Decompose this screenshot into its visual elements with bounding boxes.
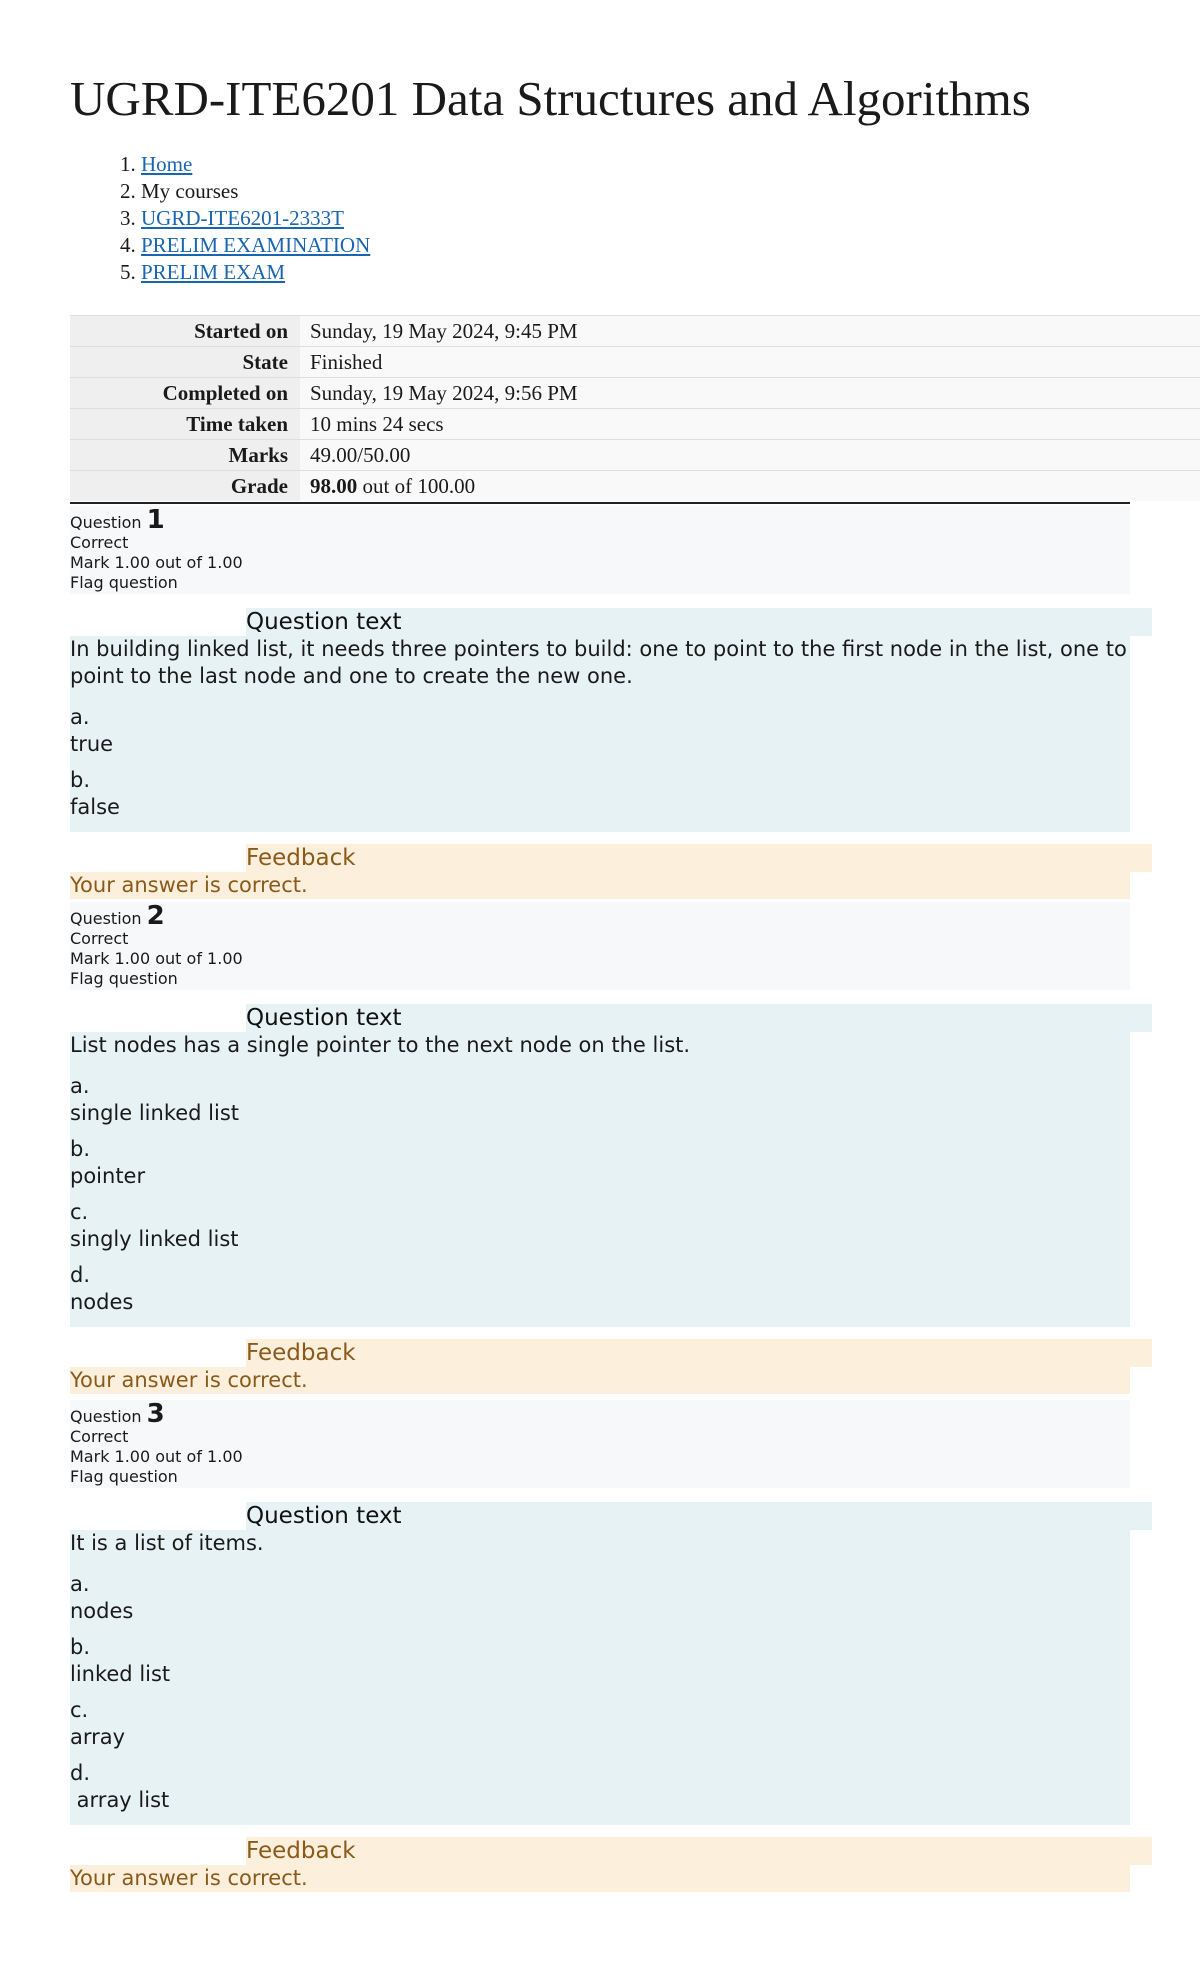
- answer-option[interactable]: [70, 704, 1130, 758]
- breadcrumb-item[interactable]: [141, 205, 370, 232]
- summary-row: [70, 471, 1200, 502]
- summary-row: [70, 316, 1200, 347]
- option-letter: d.: [70, 1761, 91, 1785]
- question-text-heading: Question text: [246, 608, 1152, 636]
- summary-value-grade: [300, 471, 1200, 502]
- option-letter: a.: [70, 705, 90, 729]
- question-info: [70, 902, 1130, 990]
- option-text: array: [70, 1725, 126, 1749]
- question-2: [70, 902, 1130, 1394]
- question-prompt: List nodes has a single pointer to the next node on the list.: [70, 1033, 691, 1057]
- breadcrumb: [70, 151, 370, 286]
- question-state: Correct: [70, 929, 129, 948]
- option-text: array list: [70, 1788, 170, 1812]
- summary-value: Finished: [300, 347, 1200, 378]
- answer-option[interactable]: [70, 1262, 1130, 1316]
- answer-option[interactable]: [70, 1136, 1130, 1190]
- question-state: Correct: [70, 533, 129, 552]
- question-content: [70, 636, 1130, 832]
- option-letter: a.: [70, 1572, 90, 1596]
- option-letter: d.: [70, 1263, 91, 1287]
- option-text: true: [70, 732, 114, 756]
- breadcrumb-quiz-link[interactable]: PRELIM EXAM: [141, 260, 286, 284]
- option-text: singly linked list: [70, 1227, 239, 1251]
- breadcrumb-item: [141, 178, 370, 205]
- option-letter: a.: [70, 1074, 90, 1098]
- question-mark: Mark 1.00 out of 1.00: [70, 1447, 243, 1466]
- question-prompt: It is a list of items.: [70, 1531, 264, 1555]
- answer-option[interactable]: [70, 1634, 1130, 1688]
- summary-value: 10 mins 24 secs: [300, 409, 1200, 440]
- flag-question-link[interactable]: Flag question: [70, 969, 178, 988]
- feedback-heading: Feedback: [246, 844, 1152, 872]
- option-letter: c.: [70, 1200, 89, 1224]
- breadcrumb-home-link[interactable]: Home: [141, 152, 193, 176]
- question-mark: Mark 1.00 out of 1.00: [70, 553, 243, 572]
- feedback-heading: Feedback: [246, 1339, 1152, 1367]
- summary-row: [70, 378, 1200, 409]
- grade-out-of: out of 100.00: [357, 473, 476, 498]
- attempt-summary-table: [70, 315, 1200, 501]
- answer-option[interactable]: [70, 1697, 1130, 1751]
- summary-value: Sunday, 19 May 2024, 9:56 PM: [300, 378, 1200, 409]
- question-prompt: In building linked list, it needs three pointers to build: one to point to the first node in the list, one to point to the last node and one to create the new one.: [70, 637, 1127, 688]
- summary-value: Sunday, 19 May 2024, 9:45 PM: [300, 316, 1200, 347]
- breadcrumb-item[interactable]: [141, 151, 370, 178]
- breadcrumb-course-link[interactable]: UGRD-ITE6201-2333T: [141, 206, 344, 230]
- summary-label: Completed on: [70, 378, 300, 409]
- option-letter: c.: [70, 1698, 89, 1722]
- option-text: nodes: [70, 1599, 134, 1623]
- option-text: single linked list: [70, 1101, 240, 1125]
- question-number: 1: [146, 505, 165, 535]
- option-text: false: [70, 795, 120, 819]
- summary-row: [70, 347, 1200, 378]
- question-number: 3: [146, 1399, 165, 1429]
- question-info: [70, 506, 1130, 594]
- answer-option[interactable]: [70, 1571, 1130, 1625]
- question-state: Correct: [70, 1427, 129, 1446]
- summary-label: Grade: [70, 471, 300, 502]
- feedback-heading: Feedback: [246, 1837, 1152, 1865]
- summary-label: State: [70, 347, 300, 378]
- flag-question-link[interactable]: Flag question: [70, 573, 178, 592]
- breadcrumb-item[interactable]: [141, 232, 370, 259]
- question-info: [70, 1400, 1130, 1488]
- question-prefix: Question: [70, 1407, 142, 1426]
- question-1: [70, 506, 1130, 899]
- option-letter: b.: [70, 768, 91, 792]
- summary-label: Marks: [70, 440, 300, 471]
- page-title: UGRD-ITE6201 Data Structures and Algorithms: [70, 71, 1031, 126]
- option-letter: b.: [70, 1137, 91, 1161]
- option-text: pointer: [70, 1164, 146, 1188]
- breadcrumb-item[interactable]: [141, 259, 370, 286]
- flag-question-link[interactable]: Flag question: [70, 1467, 178, 1486]
- feedback-text: Your answer is correct.: [70, 1367, 1130, 1394]
- grade-score: 98.00: [310, 473, 358, 498]
- answer-option[interactable]: [70, 767, 1130, 821]
- question-content: [70, 1032, 1130, 1327]
- answer-option[interactable]: [70, 1199, 1130, 1253]
- question-number: 2: [146, 901, 165, 931]
- question-prefix: Question: [70, 909, 142, 928]
- summary-value: 49.00/50.00: [300, 440, 1200, 471]
- divider: [70, 502, 1130, 504]
- question-mark: Mark 1.00 out of 1.00: [70, 949, 243, 968]
- summary-label: Started on: [70, 316, 300, 347]
- question-text-heading: Question text: [246, 1004, 1152, 1032]
- question-content: [70, 1530, 1130, 1825]
- question-3: [70, 1400, 1130, 1892]
- option-letter: b.: [70, 1635, 91, 1659]
- breadcrumb-my-courses: My courses: [141, 179, 239, 203]
- summary-label: Time taken: [70, 409, 300, 440]
- feedback-text: Your answer is correct.: [70, 1865, 1130, 1892]
- breadcrumb-section-link[interactable]: PRELIM EXAMINATION: [141, 233, 371, 257]
- question-prefix: Question: [70, 513, 142, 532]
- question-text-heading: Question text: [246, 1502, 1152, 1530]
- feedback-text: Your answer is correct.: [70, 872, 1130, 899]
- answer-option[interactable]: [70, 1760, 1130, 1814]
- answer-option[interactable]: [70, 1073, 1130, 1127]
- option-text: nodes: [70, 1290, 134, 1314]
- summary-row: [70, 440, 1200, 471]
- option-text: linked list: [70, 1662, 171, 1686]
- summary-row: [70, 409, 1200, 440]
